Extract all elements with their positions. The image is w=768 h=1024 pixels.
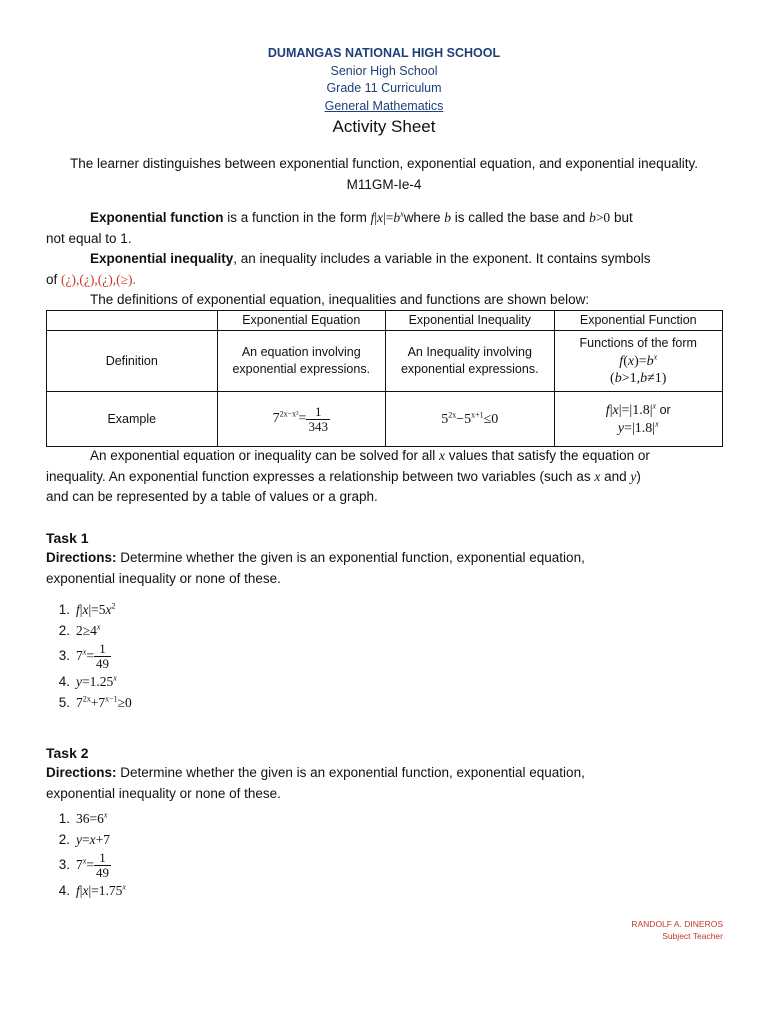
function-term: Exponential function	[90, 210, 224, 225]
teacher-name: RANDOLF A. DINEROS	[631, 919, 723, 929]
table-header-equation: Exponential Equation	[217, 311, 385, 331]
table-row	[47, 392, 723, 447]
subject-link[interactable]: General Mathematics	[324, 98, 444, 113]
inequality-symbols-line: of (¿),(¿),(¿),(≥).	[46, 271, 136, 287]
document-header	[0, 45, 768, 139]
list-item: 4. $y=1.25^x$	[58, 673, 117, 689]
row-label-example: Example	[47, 392, 218, 447]
teacher-signature	[631, 918, 723, 942]
function-form: f	[370, 210, 375, 225]
list-item: 5. $7^{2x}+7^{x-1}\ge 0$	[58, 694, 132, 710]
list-item: 2. $2\ge 4^x$	[58, 622, 101, 638]
school-name: DUMANGAS NATIONAL HIGH SCHOOL	[267, 46, 501, 60]
teacher-role: Subject Teacher	[662, 931, 723, 941]
table-row	[47, 331, 723, 392]
division: Senior High School	[330, 63, 438, 78]
task-2-title: Task 2	[46, 745, 89, 761]
inequality-definition: Exponential inequality, an inequality includes a variable in the exponent. It contains symbols	[90, 251, 651, 266]
table-header-inequality: Exponential Inequality	[386, 311, 554, 331]
example-function: $f|x|=|1.8|^x$ or $y=|1.8|^x$	[554, 392, 723, 447]
table-header-row	[47, 311, 723, 331]
task-1-list	[46, 599, 726, 713]
learning-objective: The learner distinguishes between exponential function, exponential equation, and exponential inequality. M11GM-Ie-4	[70, 156, 698, 192]
definition-inequality: An Inequality involving exponential expressions.	[386, 331, 554, 392]
list-item: 2. y=x+7	[58, 832, 110, 847]
table-header-empty	[47, 311, 218, 331]
example-inequality: $5^{2x}-5^{x+1}\le 0$	[386, 392, 554, 447]
list-item: 3. $7^x=$ $\frac{1}{49}$	[58, 640, 109, 671]
function-definition: Exponential function is a function in the form $f|x|=b^xwhere$ b is called the base and b>0 but	[90, 209, 633, 225]
definitions-block	[46, 208, 726, 311]
task-1-title: Task 1	[46, 530, 89, 546]
explanation-paragraph: An exponential equation or inequality can be solved for all x values that satisfy the equation or inequality. An exponential function expresses a relationship between two variables (such as x and y) and can be represented by a table of values or a graph.	[46, 448, 650, 504]
task-2-list	[46, 808, 726, 901]
task-1-directions: Directions: Determine whether the given is an exponential function, exponential equation,	[46, 550, 585, 565]
definitions-table	[46, 310, 723, 447]
task-1: Task 1 Directions: Determine whether the given is an exponential function, exponential equation, exponential inequality or none of these. 1. $f|x|=5x^2$ 2. $2\ge 4^x$ 3. $7^x=$ $\frac{1}{49}$ 4. $y=1.25^x$ 5. $7^{2x}+7^{x-1}\ge 0$	[46, 528, 726, 713]
inequality-symbols: (¿),(¿),(¿),(≥).	[61, 271, 136, 287]
example-equation: $7^{2x-x^2}=$ $\frac{1}{343}$	[217, 392, 385, 447]
list-item: 1. $f|x|=5x^2$	[58, 601, 116, 617]
definition-equation: An equation involving exponential expressions.	[217, 331, 385, 392]
task-2-directions: Directions: Determine whether the given is an exponential function, exponential equation,	[46, 765, 585, 780]
list-item: 1. $36=6^x$	[58, 810, 108, 826]
list-item: 3. $7^x=$ $\frac{1}{49}$	[58, 849, 109, 880]
table-intro: The definitions of exponential equation, inequalities and functions are shown below:	[90, 292, 590, 307]
row-label-definition: Definition	[47, 331, 218, 392]
task-2: Task 2 Directions: Determine whether the given is an exponential function, exponential equation, exponential inequality or none of these. 1. $36=6^x$ 2. y=x+7 3. $7^x=$ $\frac{1}{49}$ 4. $f|x|=1.75^x$	[46, 743, 726, 901]
curriculum: Grade 11 Curriculum	[326, 81, 442, 95]
list-item: 4. $f|x|=1.75^x$	[58, 882, 126, 898]
inequality-term: Exponential inequality	[90, 251, 234, 266]
page-title: Activity Sheet	[332, 117, 436, 136]
definition-function: Functions of the form $f(x)=b^x$ (b>1,b≠1)	[554, 331, 723, 392]
function-definition-cont: not equal to 1.	[46, 230, 132, 246]
table-header-function: Exponential Function	[554, 311, 723, 331]
